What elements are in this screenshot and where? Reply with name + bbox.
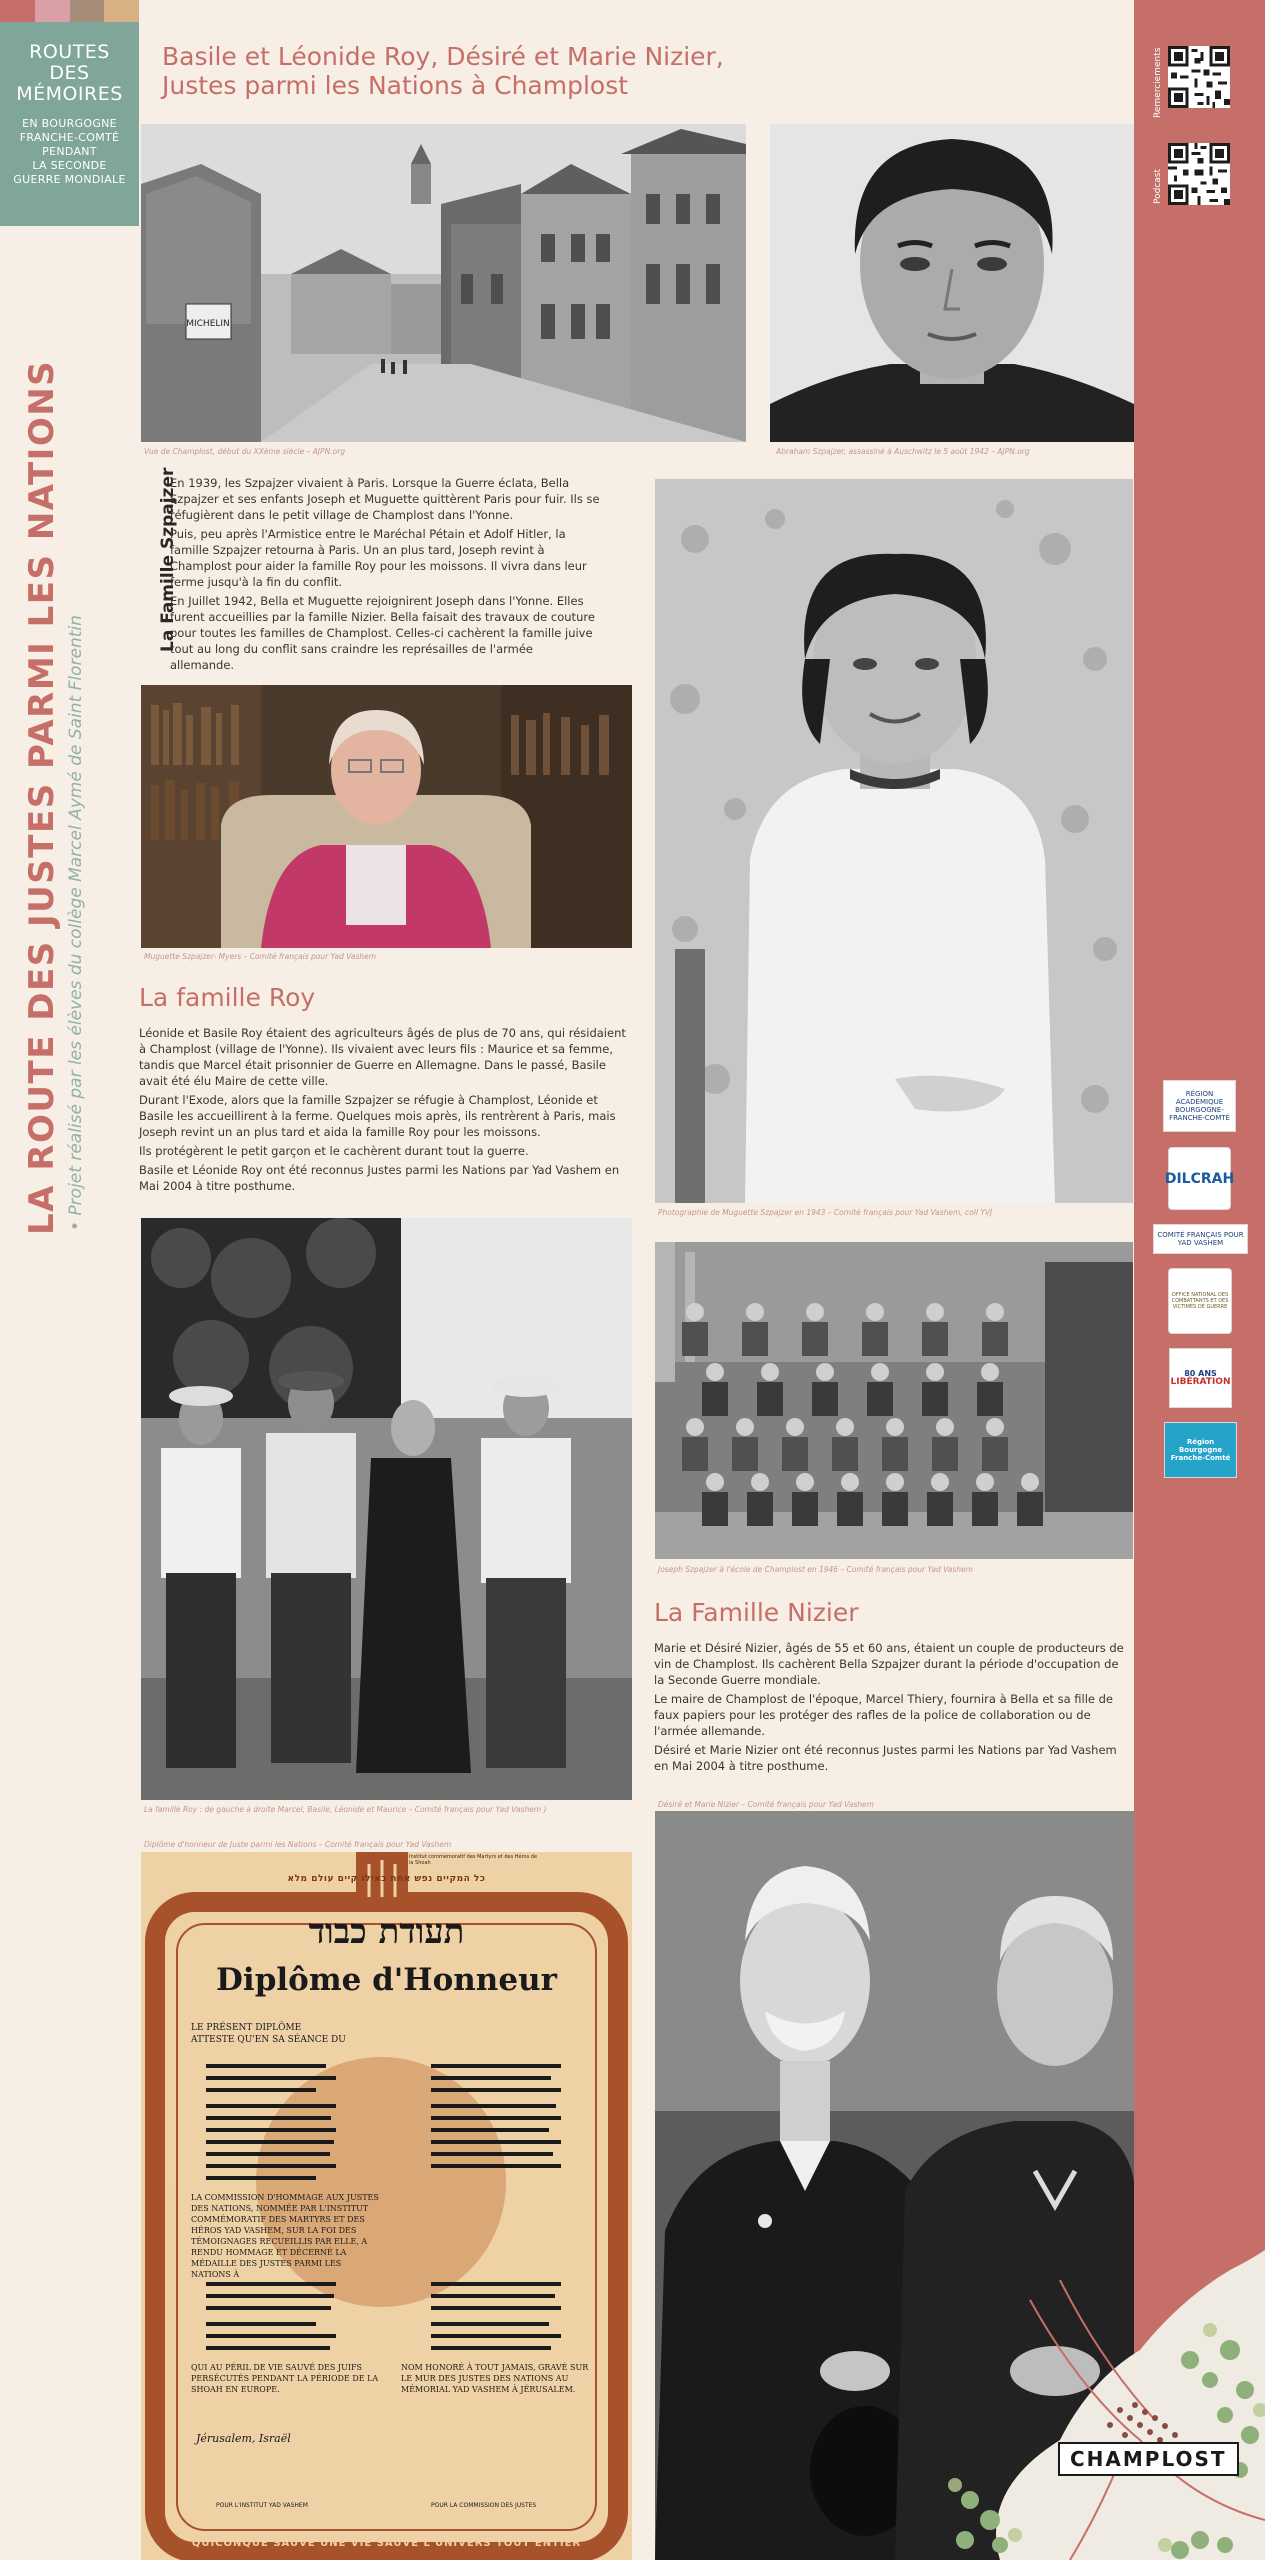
muguette-interview-photo bbox=[141, 685, 632, 948]
child-body bbox=[982, 1322, 1008, 1356]
diploma-title: Diplôme d'Honneur bbox=[216, 1962, 557, 1998]
child-body bbox=[922, 1382, 948, 1416]
podcast-label: Podcast bbox=[1153, 168, 1163, 204]
child-head bbox=[686, 1418, 704, 1436]
diploma-text-4: NOM HONORÉ À TOUT JAMAIS, GRAVÉ SUR LE MUR DES JUSTES DES NATIONS AU MÉMORIAL YAD VASHEM À JÉRUSALEM. bbox=[401, 2363, 589, 2394]
champlost-map-label: CHAMPLOST bbox=[1058, 2442, 1239, 2476]
child-head bbox=[806, 1303, 824, 1321]
page-title: Basile et Léonide Roy, Désiré et Marie Nizier, Justes parmi les Nations à Champlost bbox=[162, 42, 724, 100]
child-body bbox=[747, 1492, 773, 1526]
child-head bbox=[796, 1473, 814, 1491]
child-body bbox=[882, 1492, 908, 1526]
child-head bbox=[936, 1418, 954, 1436]
village-caption: Vue de Champlost, début du XXème siècle – AJPN.org bbox=[144, 447, 345, 456]
logo-comite-yad-vashem: COMITÉ FRANÇAIS POUR YAD VASHEM bbox=[1153, 1224, 1248, 1254]
child-head bbox=[836, 1418, 854, 1436]
child-body bbox=[812, 1382, 838, 1416]
child-body bbox=[702, 1382, 728, 1416]
child-body bbox=[782, 1437, 808, 1471]
szpajzer-p2: Puis, peu après l'Armistice entre le Maréchal Pétain et Adolf Hitler, la famille Szpajzer retourna à Paris. Un an plus tard, Joseph revint à Champlost pour aider la famille Roy pour les moissons. Il vivra dans leur ferme jusqu'à la fin du conflit. bbox=[170, 527, 587, 589]
logo-region-bfc: Région Bourgogne Franche-Comté bbox=[1164, 1422, 1237, 1478]
roy-p4: Basile et Léonide Roy ont été reconnus Justes parmi les Nations par Yad Vashem en Mai 2004 à titre posthume. bbox=[139, 1163, 620, 1193]
child-head bbox=[706, 1473, 724, 1491]
child-head bbox=[866, 1303, 884, 1321]
child-head bbox=[746, 1303, 764, 1321]
child-body bbox=[792, 1492, 818, 1526]
diploma-text-2: LA COMMISSION D'HOMMAGE AUX JUSTES DES NATIONS, NOMMÉE PAR L'INSTITUT COMMÉMORATIF DES MARTYRS ET DES HÉROS YAD VASHEM, SUR LA FOI DES TÉMOIGNAGES RECUEILLIS PAR ELLE, A RENDU HOMMAGE ET DÉCERNÉ LA MÉDAILLE DES JUSTES PARMI LES NATIONS À bbox=[191, 2193, 379, 2279]
logo-dilcrah bbox=[1164, 1147, 1235, 1210]
diploma-sign: POUR LA COMMISSION DES JUSTES bbox=[431, 2502, 537, 2509]
muguette-old-caption: Muguette Szpajzer- Myers – Comité français pour Yad Vashem bbox=[144, 952, 377, 961]
child-body bbox=[972, 1492, 998, 1526]
child-head bbox=[706, 1363, 724, 1381]
diploma-hebrew-title: תעודת כבוד bbox=[308, 1912, 465, 1952]
child-body bbox=[862, 1322, 888, 1356]
child-head bbox=[751, 1473, 769, 1491]
nizier-heading: La Famille Nizier bbox=[654, 1598, 859, 1627]
logo-subtitle: EN BOURGOGNE FRANCHE-COMTÉ PENDANT LA SECONDE GUERRE MONDIALE bbox=[13, 117, 126, 186]
child-body bbox=[837, 1492, 863, 1526]
diploma-image bbox=[141, 1852, 632, 2560]
szpajzer-p3: En Juillet 1942, Bella et Muguette rejoignirent Joseph dans l'Yonne. Elles furent accueillies par la famille Nizier. Bella faisait des travaux de couture pour toutes les familles de Champlost. Celles-ci cachèrent la famille juive tout au long du conflit sans craindre les représailles de l'armée allemande. bbox=[170, 594, 595, 672]
child-body bbox=[742, 1322, 768, 1356]
logo-80-ans-liberation bbox=[1169, 1348, 1232, 1408]
child-head bbox=[926, 1303, 944, 1321]
child-head bbox=[761, 1363, 779, 1381]
village-photo bbox=[141, 124, 746, 442]
child-body bbox=[757, 1382, 783, 1416]
child-body bbox=[832, 1437, 858, 1471]
child-head bbox=[931, 1473, 949, 1491]
diploma-bottom-border: QUICONQUE SAUVE UNE VIE SAUVE L'UNIVERS TOUT ENTIER bbox=[191, 2538, 582, 2549]
roy-text bbox=[139, 1025, 629, 1197]
school-caption: Joseph Szpajzer à l'école de Champlost en 1946 – Comité français pour Yad Vashem bbox=[658, 1565, 973, 1574]
diploma-caption: Diplôme d'honneur de Juste parmi les Nations – Comité français pour Yad Vashem bbox=[144, 1840, 452, 1849]
liberation-years: 80 ANS bbox=[1184, 1369, 1217, 1378]
map-illustration bbox=[940, 2240, 1265, 2560]
szpajzer-heading: La Famille Szpajzer bbox=[158, 467, 178, 652]
abraham-portrait bbox=[770, 124, 1134, 442]
logo-color-stripe bbox=[0, 0, 139, 22]
logo-region-academique: RÉGION ACADÉMIQUE BOURGOGNE-FRANCHE-COMTÉ bbox=[1163, 1080, 1236, 1132]
diploma-place: Jérusalem, Israël bbox=[196, 2432, 291, 2445]
diploma-institute: Institut commémoratif des Martyrs et des Héros de la Shoah bbox=[409, 1854, 538, 1866]
diploma-sign2: POUR L'INSTITUT YAD VASHEM bbox=[216, 2502, 308, 2509]
child-body bbox=[922, 1322, 948, 1356]
child-body bbox=[702, 1492, 728, 1526]
school-photo bbox=[655, 1242, 1133, 1559]
roy-family-photo bbox=[141, 1218, 632, 1800]
abraham-caption: Abraham Szpajzer, assassiné à Auschwitz le 5 août 1942 – AJPN.org bbox=[776, 447, 1030, 456]
child-head bbox=[886, 1418, 904, 1436]
child-body bbox=[682, 1322, 708, 1356]
qr-code-podcast[interactable] bbox=[1168, 143, 1230, 205]
roy-heading: La famille Roy bbox=[139, 983, 316, 1012]
szpajzer-text bbox=[170, 475, 600, 676]
michelin-sign: MICHELIN bbox=[186, 319, 230, 329]
child-body bbox=[882, 1437, 908, 1471]
child-body bbox=[932, 1437, 958, 1471]
qr-code-thanks[interactable] bbox=[1168, 46, 1230, 108]
child-body bbox=[1017, 1492, 1043, 1526]
child-head bbox=[976, 1473, 994, 1491]
roy-p3: Ils protégèrent le petit garçon et le cachèrent durant tout la guerre. bbox=[139, 1144, 529, 1158]
szpajzer-p1: En 1939, les Szpajzer vivaient à Paris. Lorsque la Guerre éclata, Bella Szpajzer et ses enfants Joseph et Muguette quittèrent Paris pour fuir. Ils se réfugièrent dans le petit village de Champlost dans l'Yonne. bbox=[170, 476, 600, 522]
child-body bbox=[802, 1322, 828, 1356]
child-head bbox=[841, 1473, 859, 1491]
child-head bbox=[1021, 1473, 1039, 1491]
roy-p1: Léonide et Basile Roy étaient des agriculteurs âgés de plus de 70 ans, qui résidaient à Champlost (village de l'Yonne). Ils vivaient avec leurs fils : Maurice et sa femme, tandis que Marcel était prisonnier de Guerre en Allemagne. Dans le passé, Basile avait été élu Maire de cette ville. bbox=[139, 1026, 626, 1088]
diploma-text-1: LE PRÉSENT DIPLÔME ATTESTE QU'EN SA SÉANCE DU bbox=[191, 2023, 346, 2045]
child-body bbox=[977, 1382, 1003, 1416]
muguette-young-photo bbox=[655, 479, 1133, 1203]
child-body bbox=[732, 1437, 758, 1471]
diploma-text-3: QUI AU PÉRIL DE VIE SAUVÉ DES JUIFS PERSÉCUTÉS PENDANT LA PÉRIODE DE LA SHOAH EN EUROPE. bbox=[191, 2363, 379, 2394]
diploma-top-border: כל המקיים נפש אחת כאילו קיים עולם מלא bbox=[287, 1874, 486, 1884]
nizier-caption: Désiré et Marie Nizier – Comité français pour Yad Vashem bbox=[658, 1800, 874, 1809]
roy-p2: Durant l'Exode, alors que la famille Szpajzer se réfugie à Champlost, Léonide et Basile les accueillirent à la ferme. Quelques mois après, ils rentrèrent à Paris, mais Joseph revint un an plus tard et aida la famille Roy pour les moissons. bbox=[139, 1093, 616, 1139]
logo-onac: OFFICE NATIONAL DES COMBATTANTS ET DES VICTIMES DE GUERRE bbox=[1168, 1268, 1232, 1334]
child-head bbox=[986, 1418, 1004, 1436]
project-subtitle: • Projet réalisé par les élèves du collège Marcel Aymé de Saint Florentin bbox=[66, 615, 86, 1231]
nizier-p3: Désiré et Marie Nizier ont été reconnus Justes parmi les Nations par Yad Vashem en Mai 2004 à titre posthume. bbox=[654, 1743, 1117, 1773]
nizier-p2: Le maire de Champlost de l'époque, Marcel Thiery, fournira à Bella et sa fille de faux papiers pour les protéger des rafles de la police de collaboration ou de l'armée allemande. bbox=[654, 1692, 1114, 1738]
roy-family-caption: La famille Roy : de gauche à droite Marcel, Basile, Léonide et Maurice – Comité français pour Yad Vashem ) bbox=[144, 1805, 547, 1814]
nizier-p1: Marie et Désiré Nizier, âgés de 55 et 60 ans, étaient un couple de producteurs de vin de Champlost. Ils cachèrent Bella Szpajzer durant la période d'occupation de la Seconde Guerre mondiale. bbox=[654, 1641, 1124, 1687]
child-body bbox=[982, 1437, 1008, 1471]
vertical-title bbox=[22, 315, 86, 1235]
child-head bbox=[886, 1473, 904, 1491]
logo-title: ROUTES DES MÉMOIRES bbox=[16, 41, 123, 105]
child-head bbox=[736, 1418, 754, 1436]
child-head bbox=[926, 1363, 944, 1381]
child-body bbox=[867, 1382, 893, 1416]
routes-des-memoires-logo bbox=[0, 0, 139, 226]
child-body bbox=[927, 1492, 953, 1526]
child-head bbox=[686, 1303, 704, 1321]
child-head bbox=[981, 1363, 999, 1381]
child-head bbox=[871, 1363, 889, 1381]
child-body bbox=[682, 1437, 708, 1471]
thanks-label: Remerciements bbox=[1153, 47, 1163, 118]
liberation-text: LIBÉRATION bbox=[1170, 1377, 1231, 1387]
nizier-text bbox=[654, 1640, 1129, 1777]
dilcrah-text: DILCRAH bbox=[1164, 1170, 1235, 1187]
muguette-young-caption: Photographie de Muguette Szpajzer en 1943 – Comité français pour Yad Vashem, coll YVJ bbox=[658, 1208, 993, 1217]
child-head bbox=[986, 1303, 1004, 1321]
child-head bbox=[816, 1363, 834, 1381]
main-title: LA ROUTE DES JUSTES PARMI LES NATIONS bbox=[22, 359, 62, 1235]
child-head bbox=[786, 1418, 804, 1436]
